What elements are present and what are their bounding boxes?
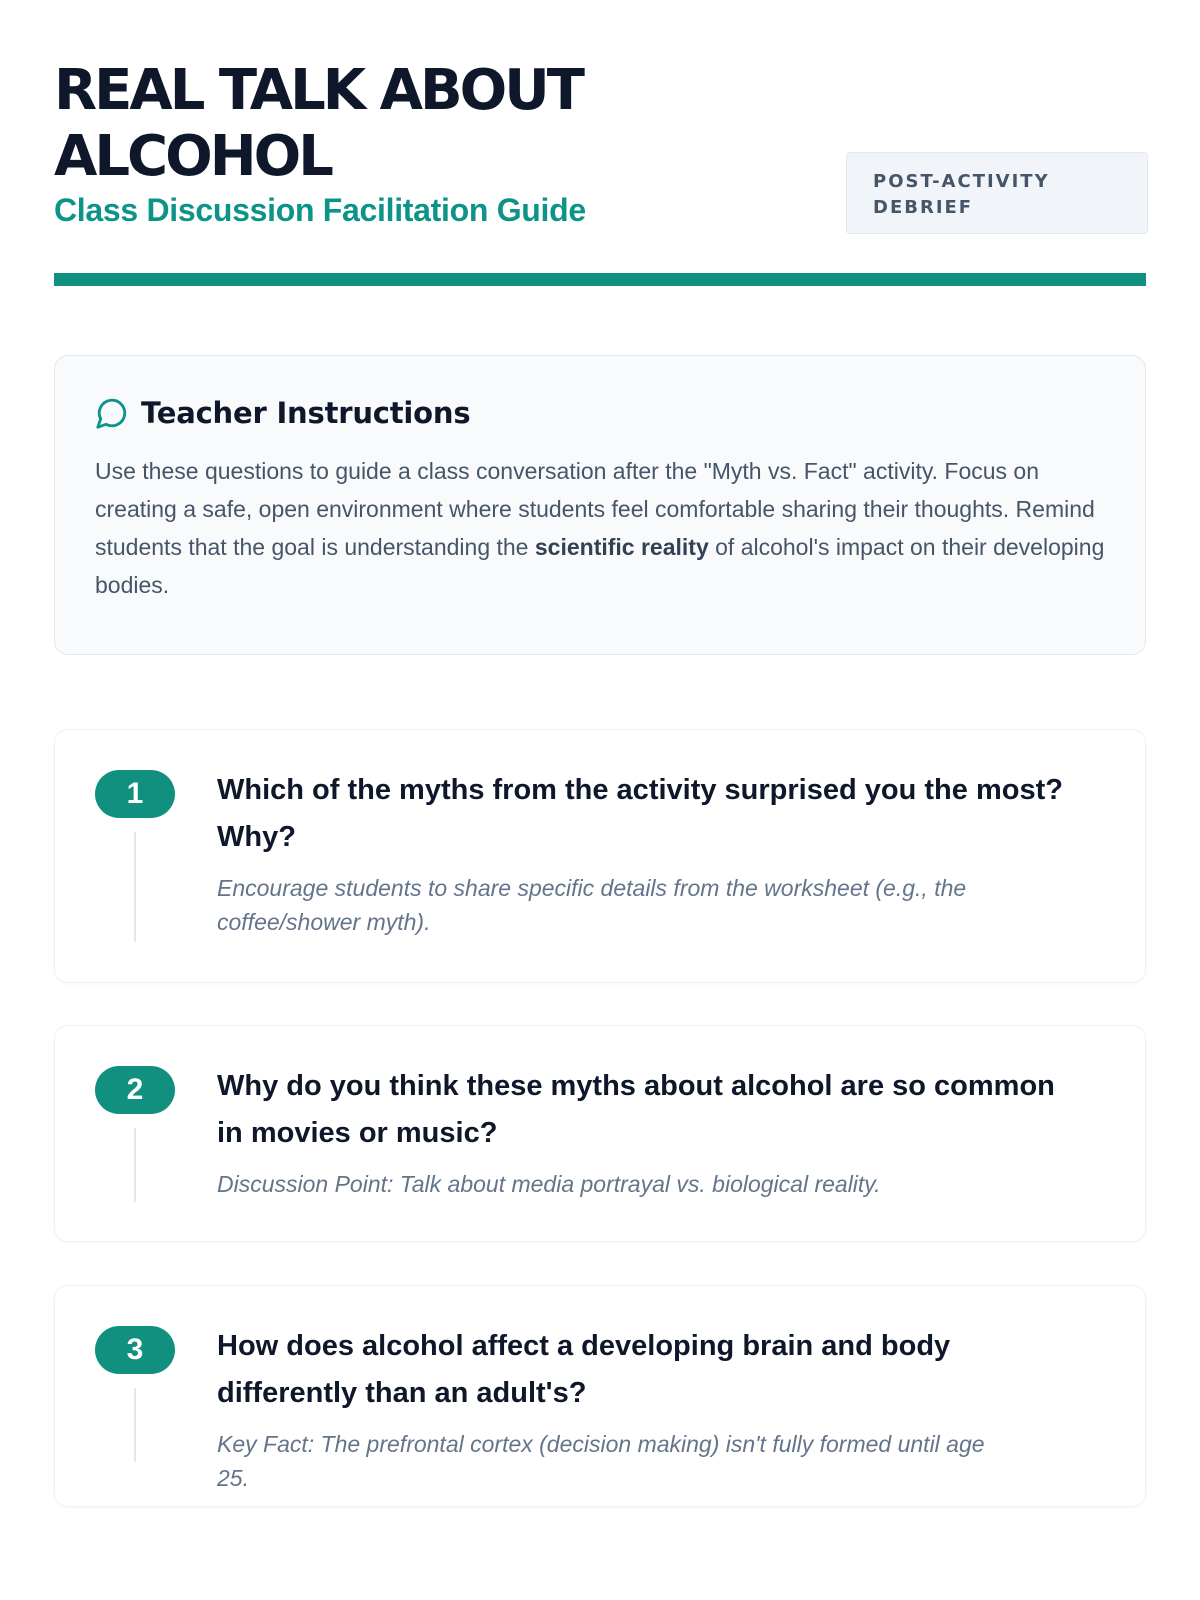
status-badge: POST-ACTIVITY DEBRIEF bbox=[846, 152, 1148, 234]
question-text: Why do you think these myths about alcohol are so common in movies or music? bbox=[217, 1070, 1055, 1149]
question-note: Discussion Point: Talk about media portrayal vs. biological reality. bbox=[217, 1171, 881, 1197]
question-card bbox=[54, 1285, 1146, 1507]
page-subtitle: Class Discussion Facilitation Guide bbox=[54, 192, 586, 228]
chat-bubble-icon bbox=[95, 396, 129, 430]
question-number-badge: 1 bbox=[95, 770, 175, 818]
instructions-title: Teacher Instructions bbox=[141, 396, 471, 430]
question-text: How does alcohol affect a developing brain and body differently than an adult's? bbox=[217, 1330, 951, 1409]
question-text: Which of the myths from the activity surprised you the most? Why? bbox=[217, 774, 1063, 853]
question-card bbox=[54, 1025, 1146, 1242]
teacher-instructions-panel bbox=[54, 355, 1146, 655]
instructions-text: Use these questions to guide a class conversation after the "Myth vs. Fact" activity. Focus on creating a safe, open environment where students feel comfortable sharing their thoughts. Remind students that the goal is understanding the scientific reality of alcohol's impact on their developing bodies. bbox=[95, 458, 1105, 598]
question-number-badge: 2 bbox=[95, 1066, 175, 1114]
header-divider bbox=[54, 273, 1146, 286]
question-note: Encourage students to share specific details from the worksheet (e.g., the coffee/shower myth). bbox=[217, 875, 967, 935]
page-title: REAL TALK ABOUT ALCOHOL bbox=[54, 58, 582, 189]
instructions-header bbox=[95, 396, 1105, 430]
question-card bbox=[54, 729, 1146, 983]
timeline-line bbox=[134, 832, 136, 942]
timeline-line bbox=[134, 1128, 136, 1202]
question-number-badge: 3 bbox=[95, 1326, 175, 1374]
timeline-line bbox=[134, 1388, 136, 1462]
page-header bbox=[54, 58, 1146, 229]
question-note: Key Fact: The prefrontal cortex (decision making) isn't fully formed until age 25. bbox=[217, 1431, 985, 1491]
emphasis-text: scientific reality bbox=[534, 534, 709, 560]
